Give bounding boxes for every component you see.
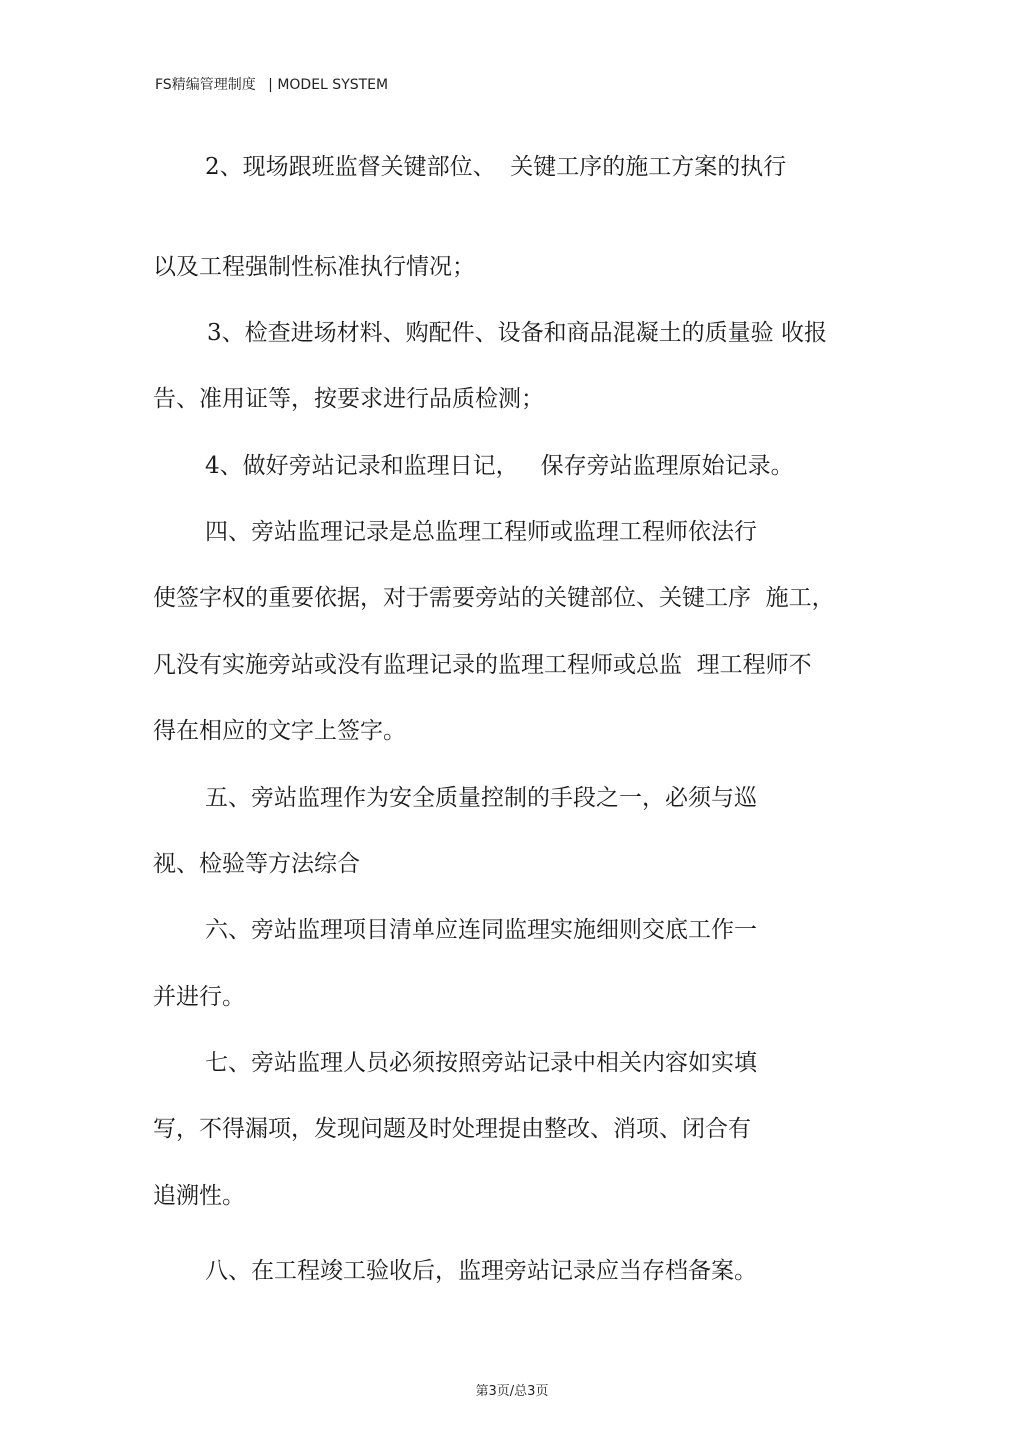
text-line-13: 并进行。 xyxy=(153,984,245,1010)
text-line-12: 六、旁站监理项目清单应连同监理实施细则交底工作一 xyxy=(205,917,757,943)
text-line-2: 以及工程强制性标准执行情况； xyxy=(153,254,475,280)
header-brand: FS精编管理制度 xyxy=(155,77,256,93)
text-line-5: 4、做好旁站记录和监理日记， 保存旁站监理原始记录。 xyxy=(205,453,794,479)
text-line-1: 2、现场跟班监督关键部位、 关键工序的施工方案的执行 xyxy=(205,154,787,180)
text-line-7: 使签字权的重要依据，对于需要旁站的关键部位、关键工序 施工， xyxy=(153,585,835,611)
text-line-9: 得在相应的文字上签字。 xyxy=(153,718,406,744)
page-number: 第3页/总3页 xyxy=(475,1384,549,1399)
page-header xyxy=(155,74,388,94)
text-line-16: 追溯性。 xyxy=(153,1183,245,1209)
text-line-3: 3、检查进场材料、购配件、设备和商品混凝土的质量验 收报 xyxy=(207,320,827,346)
header-system: MODEL SYSTEM xyxy=(277,77,389,93)
header-separator: | xyxy=(268,77,273,93)
text-line-17: 八、在工程竣工验收后，监理旁站记录应当存档备案。 xyxy=(205,1258,757,1284)
text-line-4: 告、准用证等，按要求进行品质检测； xyxy=(153,386,544,412)
text-line-15: 写，不得漏项，发现问题及时处理提由整改、消项、闭合有 xyxy=(153,1116,751,1142)
text-line-8: 凡没有实施旁站或没有监理记录的监理工程师或总监 理工程师不 xyxy=(153,652,812,678)
text-line-11: 视、检验等方法综合 xyxy=(153,851,360,877)
text-line-6: 四、旁站监理记录是总监理工程师或监理工程师依法行 xyxy=(205,519,757,545)
text-line-10: 五、旁站监理作为安全质量控制的手段之一，必须与巡 xyxy=(205,785,757,811)
text-line-14: 七、旁站监理人员必须按照旁站记录中相关内容如实填 xyxy=(205,1050,757,1076)
